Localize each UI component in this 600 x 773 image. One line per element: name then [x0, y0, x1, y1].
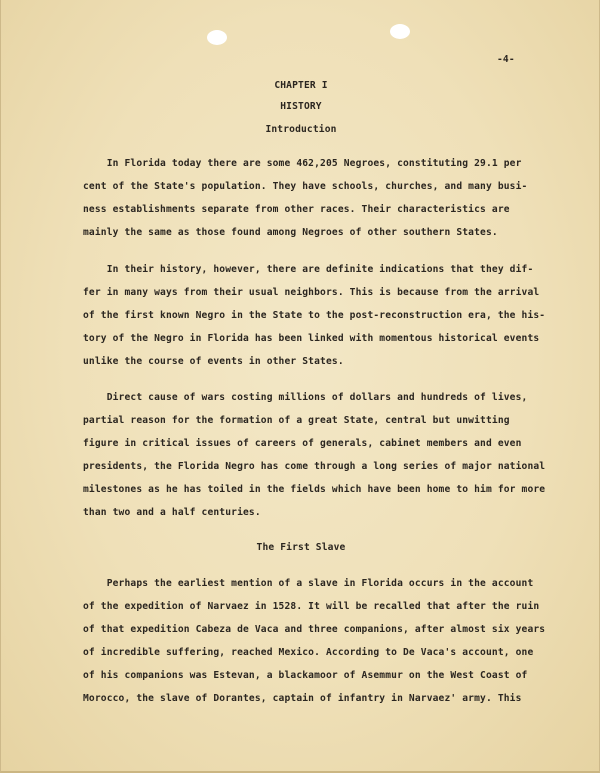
section-title: HISTORY	[280, 101, 322, 112]
paragraph-line: of incredible suffering, reached Mexico. According to De Vaca's account, one	[83, 647, 534, 658]
paragraph-line: figure in critical issues of careers of generals, cabinet members and even	[83, 438, 522, 449]
paragraph-line: milestones as he has toiled in the fields which have been home to him for more	[83, 484, 546, 495]
paragraph-line: In their history, however, there are definite indications that they dif-	[83, 264, 534, 275]
punch-hole	[390, 24, 410, 39]
chapter-heading: CHAPTER I	[274, 80, 328, 91]
paragraph-line: Direct cause of wars costing millions of dollars and hundreds of lives,	[83, 392, 528, 403]
paragraph-line: In Florida today there are some 462,205 Negroes, constituting 29.1 per	[83, 158, 522, 169]
paragraph-line: presidents, the Florida Negro has come through a long series of major national	[83, 461, 546, 472]
paragraph-line: of the expedition of Narvaez in 1528. It will be recalled that after the ruin	[83, 601, 540, 612]
paragraph-line: Morocco, the slave of Dorantes, captain of infantry in Narvaez' army. This	[83, 693, 522, 704]
paragraph-line: of his companions was Estevan, a blackamoor of Asemmur on the West Coast of	[83, 670, 528, 681]
paragraph-line: fer in many ways from their usual neighbors. This is because from the arrival	[83, 287, 540, 298]
paragraph-line: Perhaps the earliest mention of a slave in Florida occurs in the account	[83, 578, 534, 589]
paragraph-line: of the first known Negro in the State to the post-reconstruction era, the his-	[83, 310, 546, 321]
paragraph-line: mainly the same as those found among Negroes of other southern States.	[83, 227, 498, 238]
subsection-title: Introduction	[265, 124, 337, 135]
punch-hole	[207, 30, 227, 45]
paragraph-line: of that expedition Cabeza de Vaca and three companions, after almost six years	[83, 624, 546, 635]
paragraph-line: than two and a half centuries.	[83, 507, 261, 518]
paragraph-line: ness establishments separate from other races. Their characteristics are	[83, 204, 510, 215]
page-number: -4-	[497, 54, 515, 65]
paragraph-line: cent of the State's population. They have schools, churches, and many busi-	[83, 181, 528, 192]
paragraph-line: tory of the Negro in Florida has been linked with momentous historical events	[83, 333, 540, 344]
paragraph-line: unlike the course of events in other States.	[83, 356, 344, 367]
subheading: The First Slave	[256, 542, 346, 553]
paragraph-line: partial reason for the formation of a great State, central but unwitting	[83, 415, 510, 426]
